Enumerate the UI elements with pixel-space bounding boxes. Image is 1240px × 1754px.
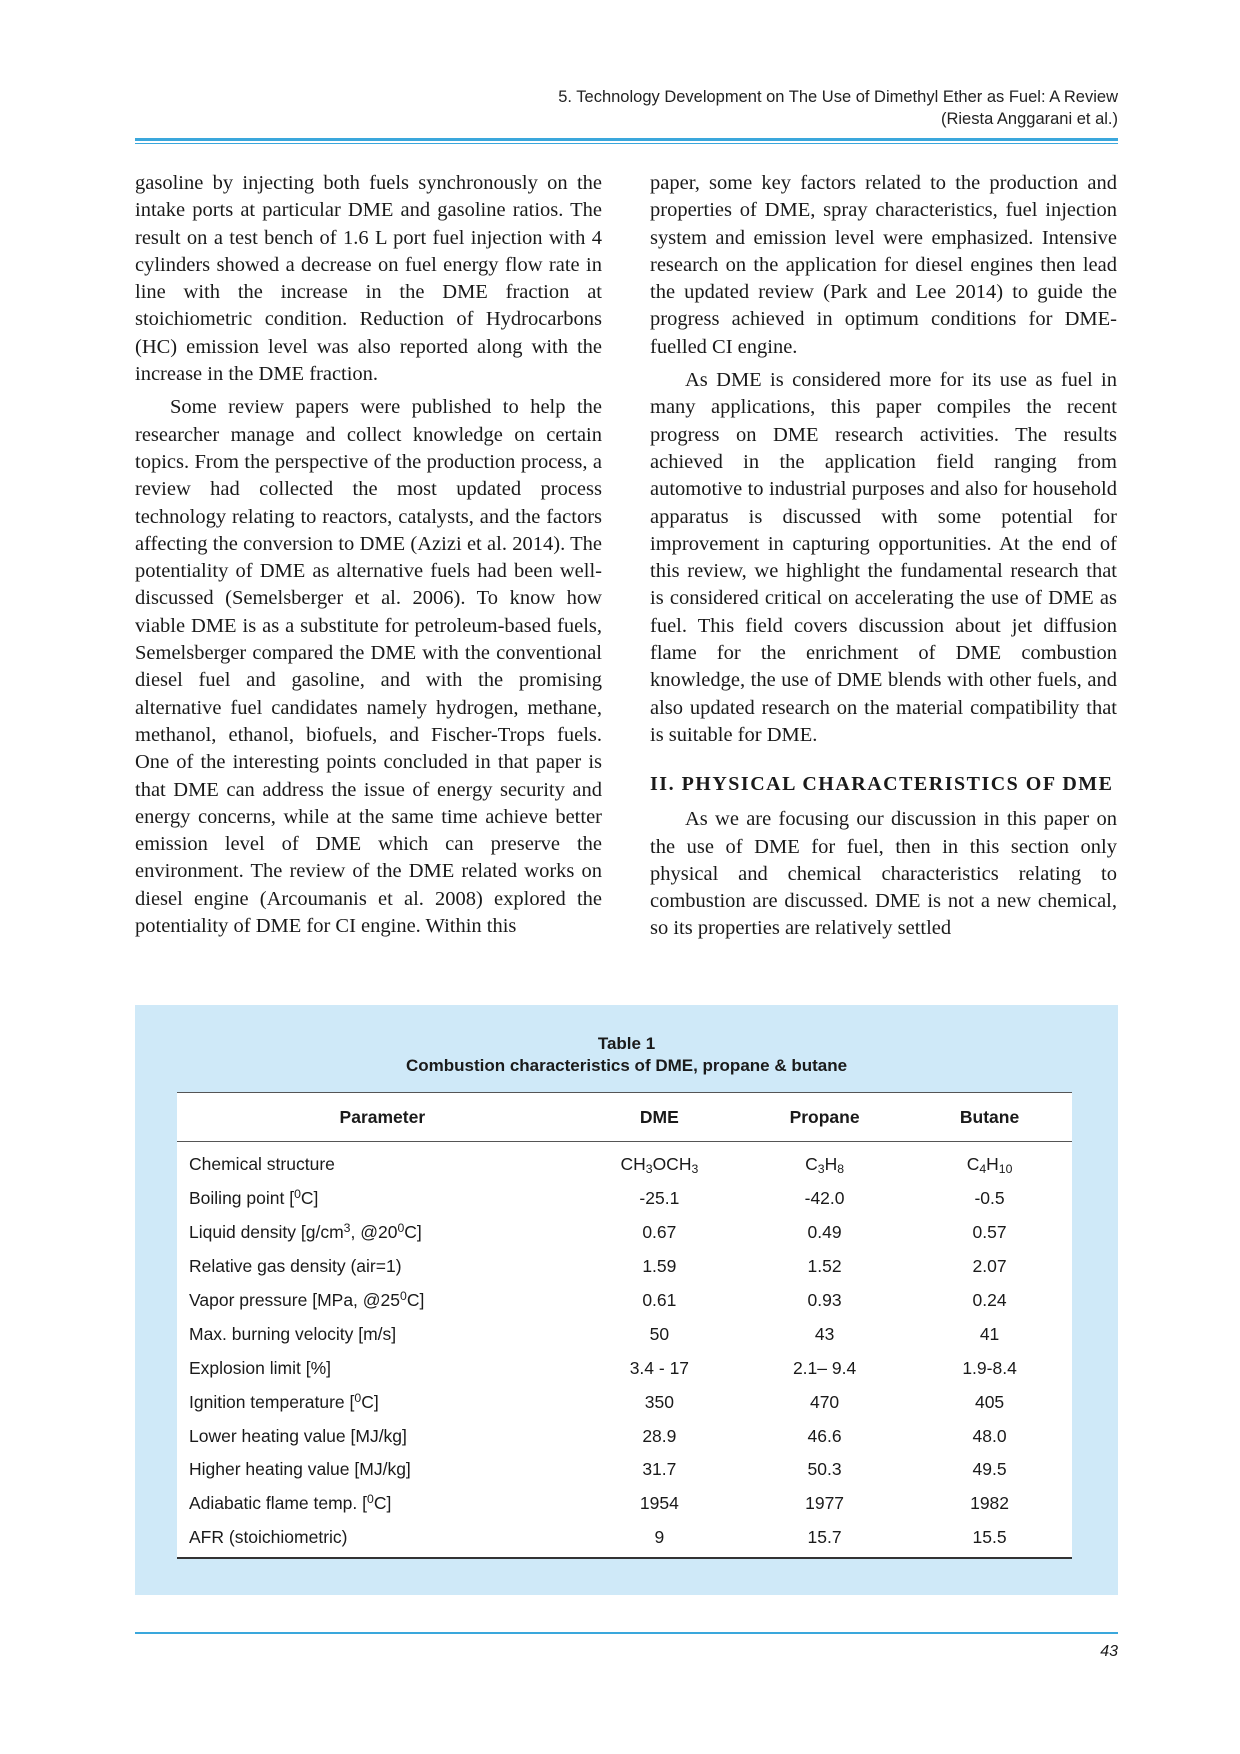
butane-cell: 0.24 bbox=[972, 1290, 1007, 1310]
param-sup: 3 bbox=[343, 1221, 351, 1236]
dme-cell bbox=[577, 1142, 742, 1182]
butane-cell: 49.5 bbox=[972, 1459, 1007, 1480]
table-row bbox=[177, 1142, 1072, 1182]
propane-cell: 2.1– 9.4 bbox=[792, 1357, 857, 1378]
table-row bbox=[177, 1419, 1072, 1453]
propane-cell: 1977 bbox=[805, 1493, 845, 1514]
butane-cell: 2.07 bbox=[972, 1256, 1007, 1277]
formula-sub: 8 bbox=[837, 1162, 845, 1177]
formula-sub: 10 bbox=[998, 1162, 1013, 1177]
butane-cell: 405 bbox=[974, 1391, 1005, 1412]
table-row bbox=[177, 1284, 1072, 1318]
param-text: , @20 bbox=[350, 1222, 398, 1243]
propane-cell: 50.3 bbox=[807, 1459, 842, 1480]
dme-cell: -25.1 bbox=[639, 1188, 680, 1209]
header-rule-thin bbox=[135, 143, 1118, 144]
right-paragraph-2: As DME is considered more for its use as fuel in many applications, this paper compiles the recent progress on DME research activities. The results achieved in the application field ranging from automotive to industrial purposes and also for household apparatus is discussed with some potential for improvement in capturing opportunities. At the end of this review, we highlight the fundamental research that is considered critical on accelerating the use of DME as fuel. This field covers discussion about jet diffusion flame for the enrichment of DME combustion knowledge, the use of DME blends with other fuels, and also updated research on the material compatibility that is suitable for DME. bbox=[650, 369, 1117, 746]
formula-part: C bbox=[805, 1154, 818, 1175]
dme-cell: 0.61 bbox=[642, 1290, 677, 1310]
propane-cell: 470 bbox=[809, 1391, 840, 1412]
dme-cell: 50 bbox=[649, 1323, 670, 1344]
param-cell: Explosion limit [%] bbox=[189, 1357, 331, 1378]
left-paragraph-1: gasoline by injecting both fuels synchronously on the intake ports at particular DME and gasoline ratios. The result on a test bench of 1.6 L port fuel injection with 4 cylinders showed a decrease on fuel energy flow rate in line with the increase in the DME fraction at stoichiometric condition. Reduction of Hydrocarbons (HC) emission level was also reported along with the increase in the DME fraction. bbox=[135, 172, 602, 386]
table-header-row bbox=[177, 1093, 1072, 1142]
propane-cell: 0.93 bbox=[807, 1290, 842, 1310]
dme-cell: 9 bbox=[577, 1521, 742, 1558]
param-text: C] bbox=[373, 1493, 392, 1514]
butane-cell: 15.5 bbox=[907, 1521, 1072, 1558]
param-text: Liquid density [g/cm bbox=[189, 1222, 344, 1243]
butane-cell: -0.5 bbox=[974, 1188, 1005, 1209]
dme-cell: 1.59 bbox=[642, 1256, 677, 1277]
section-heading: II. PHYSICAL CHARACTERISTICS OF DME bbox=[650, 773, 1114, 796]
left-paragraph-2: Some review papers were published to help the researcher manage and collect knowledge on certain topics. From the perspective of the production process, a review had collected the most updated process technology relating to reactors, catalysts, and the factors affecting the conversion to DME (Azizi et al. 2014). The potentiality of DME as alternative fuels had been well-discussed (Semelsberger et al. 2006). To know how viable DME is as a substitute for petroleum-based fuels, Semelsberger compared the DME with the conventional diesel fuel and gasoline, and with the promising alternative fuel candidates namely hydrogen, methane, methanol, ethanol, biofuels, and Fischer-Trops fuels. One of the interesting points concluded in that paper is that DME can address the issue of energy security and energy concerns, while at the same time achieve better emission level of DME which can preserve the environment. The review of the DME related works on diesel engine (Arcoumanis et al. 2008) explored the potentiality of DME for CI engine. Within this bbox=[135, 396, 602, 938]
propane-cell bbox=[742, 1142, 907, 1182]
param-cell: Lower heating value [MJ/kg] bbox=[189, 1425, 407, 1446]
table-row bbox=[177, 1317, 1072, 1351]
butane-cell: 41 bbox=[979, 1323, 1000, 1344]
param-cell bbox=[177, 1182, 577, 1216]
param-cell bbox=[177, 1216, 577, 1250]
formula-part: C bbox=[966, 1154, 980, 1175]
formula-sub: 4 bbox=[979, 1162, 987, 1177]
table-row bbox=[177, 1453, 1072, 1487]
col-header-parameter: Parameter bbox=[177, 1093, 577, 1142]
dme-cell: 28.9 bbox=[642, 1425, 677, 1446]
dme-cell: 0.67 bbox=[642, 1222, 677, 1243]
param-cell: Chemical structure bbox=[189, 1154, 335, 1175]
col-header-butane: Butane bbox=[907, 1093, 1072, 1142]
right-column bbox=[650, 170, 1117, 943]
table-row bbox=[177, 1385, 1072, 1419]
table-row bbox=[177, 1487, 1072, 1521]
formula-part: OCH bbox=[652, 1154, 692, 1175]
butane-cell bbox=[907, 1142, 1072, 1182]
formula-part: CH bbox=[620, 1154, 646, 1175]
table-caption bbox=[135, 1033, 1118, 1077]
combustion-table bbox=[177, 1092, 1072, 1559]
propane-cell: 43 bbox=[814, 1323, 835, 1344]
butane-cell: 1.9-8.4 bbox=[962, 1357, 1017, 1378]
dme-cell: 350 bbox=[644, 1391, 674, 1412]
header-title: 5. Technology Development on The Use of Dimethyl Ether as Fuel: A Review bbox=[558, 88, 1118, 106]
right-paragraph-1: paper, some key factors related to the production and properties of DME, spray characteristics, fuel injection system and emission level were emphasized. Intensive research on the application for diesel engines then lead the updated review (Park and Lee 2014) to guide the progress achieved in optimum conditions for DME-fuelled CI engine. bbox=[650, 172, 1117, 358]
running-header bbox=[558, 86, 1118, 130]
param-cell bbox=[177, 1385, 577, 1419]
formula-sub: 3 bbox=[645, 1162, 653, 1177]
table-row bbox=[177, 1216, 1072, 1250]
param-cell: Relative gas density (air=1) bbox=[189, 1256, 402, 1277]
param-cell: Higher heating value [MJ/kg] bbox=[189, 1459, 411, 1480]
table-row bbox=[177, 1250, 1072, 1284]
param-text: Ignition temperature [ bbox=[189, 1391, 355, 1412]
table-label: Table 1 bbox=[597, 1034, 656, 1053]
butane-cell: 0.57 bbox=[972, 1222, 1007, 1243]
propane-cell: 1.52 bbox=[807, 1256, 842, 1277]
param-sup: 0 bbox=[294, 1187, 301, 1202]
propane-cell: -42.0 bbox=[804, 1188, 845, 1209]
formula-sub: 3 bbox=[691, 1162, 699, 1177]
left-column bbox=[135, 170, 602, 940]
header-rule bbox=[135, 138, 1118, 141]
col-header-dme: DME bbox=[577, 1093, 742, 1142]
param-cell bbox=[177, 1284, 577, 1318]
param-sup: 0 bbox=[397, 1221, 405, 1236]
param-text: C] bbox=[300, 1188, 319, 1209]
header-authors: (Riesta Anggarani et al.) bbox=[940, 110, 1118, 128]
page-number: 43 bbox=[1100, 1643, 1118, 1660]
butane-cell: 1982 bbox=[970, 1493, 1010, 1514]
right-paragraph-3: As we are focusing our discussion in this paper on the use of DME for fuel, then in this section only physical and chemical characteristics relating to combustion are discussed. DME is not a new chemical, so its properties are relatively settled bbox=[650, 808, 1117, 940]
col-header-propane: Propane bbox=[742, 1093, 907, 1142]
propane-cell: 46.6 bbox=[807, 1425, 842, 1446]
dme-cell: 1954 bbox=[639, 1493, 679, 1514]
butane-cell: 48.0 bbox=[972, 1425, 1007, 1446]
dme-cell: 31.7 bbox=[642, 1459, 677, 1480]
param-text: Adiabatic flame temp. [ bbox=[189, 1493, 367, 1514]
table-row bbox=[177, 1351, 1072, 1385]
param-text: Boiling point [ bbox=[189, 1188, 295, 1209]
table-panel bbox=[135, 1005, 1118, 1595]
formula-part: H bbox=[824, 1154, 838, 1175]
param-cell: Max. burning velocity [m/s] bbox=[189, 1323, 397, 1344]
table-title: Combustion characteristics of DME, propane & butane bbox=[405, 1056, 848, 1075]
table-row bbox=[177, 1521, 1072, 1558]
param-cell: AFR (stoichiometric) bbox=[177, 1521, 577, 1558]
formula-part: H bbox=[986, 1154, 999, 1175]
param-sup: 0 bbox=[400, 1289, 407, 1303]
param-cell bbox=[177, 1487, 577, 1521]
formula-sub: 3 bbox=[817, 1162, 825, 1177]
propane-cell: 15.7 bbox=[742, 1521, 907, 1558]
param-text: Vapor pressure [MPa, @25 bbox=[189, 1290, 401, 1310]
param-text: C] bbox=[406, 1290, 425, 1310]
param-sup: 0 bbox=[367, 1492, 374, 1507]
dme-cell: 3.4 - 17 bbox=[629, 1357, 690, 1378]
param-sup: 0 bbox=[354, 1390, 362, 1405]
param-text: C] bbox=[404, 1222, 422, 1243]
param-text: C] bbox=[361, 1391, 379, 1412]
propane-cell: 0.49 bbox=[807, 1222, 842, 1243]
table-row bbox=[177, 1182, 1072, 1216]
footer-rule bbox=[135, 1632, 1118, 1634]
